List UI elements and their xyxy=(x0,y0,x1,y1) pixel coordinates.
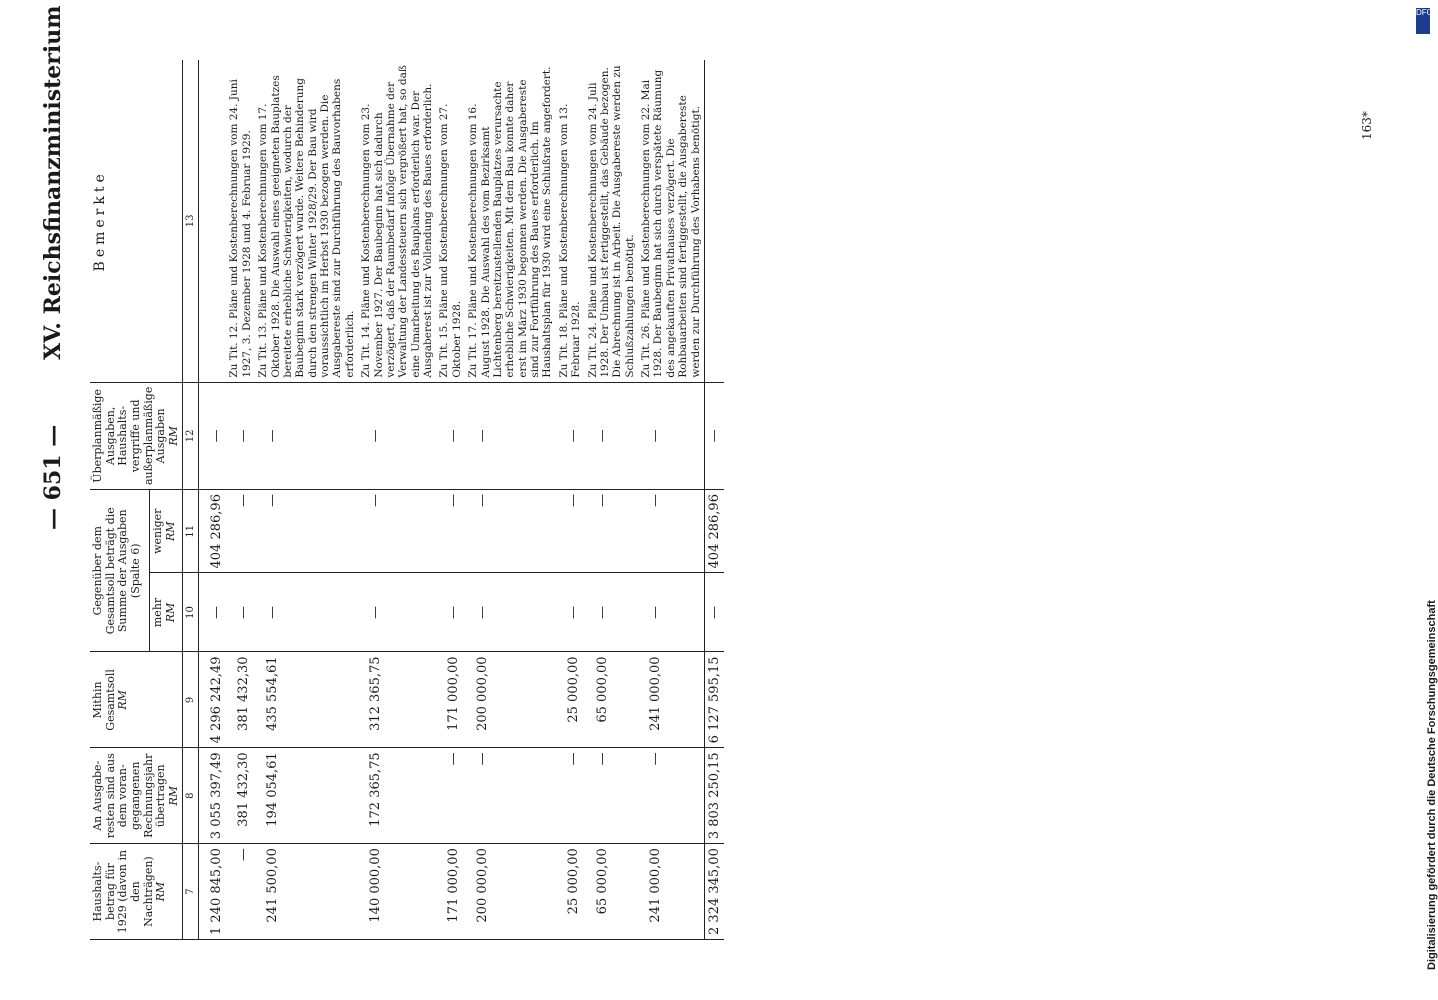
cell-c11: — xyxy=(465,490,556,573)
cell-c9: 171 000,00 xyxy=(436,652,465,748)
cell-c12: — xyxy=(199,382,227,489)
table-row xyxy=(585,60,639,940)
cell-c10: — xyxy=(255,573,358,652)
col-header-13: Bemerkte xyxy=(90,60,183,382)
cell-c13 xyxy=(199,60,227,382)
col-header-7: Haushaltsbetrag für 1929 (davon in den Nachträgen) RM xyxy=(90,844,183,940)
total-c7: 2 324 345,00 xyxy=(704,844,724,940)
col-header-10-11: Gegenüber dem Gesamtsoll beträgt die Summe der Ausgaben (Spalte 6) xyxy=(90,490,150,652)
cell-c12: — xyxy=(358,382,436,489)
cell-c13: Zu Tit. 24. Pläne und Kostenberechnungen vom 24. Juli 1928. Der Umbau ist fertiggestellt, das Gebäude bezogen. Die Abrechnung ist in Arbeit. Die Ausgabereste werden zu Schlußzahlungen benötigt. xyxy=(585,60,639,382)
col-header-12: Überplanmäßige Ausgaben, Haushaltsvergriffe und außerplanmäßige Ausgaben RM xyxy=(90,382,183,489)
col-number-8: 8 xyxy=(183,748,199,844)
cell-c10: — xyxy=(465,573,556,652)
page-footer: 163* xyxy=(1360,111,1374,140)
cell-c8: — xyxy=(585,748,639,844)
cell-c7: 25 000,00 xyxy=(556,844,585,940)
cell-c10: — xyxy=(358,573,436,652)
page-header xyxy=(40,0,80,1000)
cell-c11: — xyxy=(638,490,704,573)
cell-c11: — xyxy=(226,490,255,573)
table-row xyxy=(556,60,585,940)
col-number-12: 12 xyxy=(183,382,199,489)
cell-c10: — xyxy=(199,573,227,652)
total-c8: 3 803 250,15 xyxy=(704,748,724,844)
cell-c10: — xyxy=(585,573,639,652)
digitization-note: Digitalisierung gefördert durch die Deutsche Forschungsgemeinschaft xyxy=(1426,600,1438,970)
cell-c11: — xyxy=(556,490,585,573)
cell-c13: Zu Tit. 12. Pläne und Kostenberechnungen vom 24. Juni 1927, 3. Dezember 1928 und 4. Februar 1929. xyxy=(226,60,255,382)
cell-c11: 404 286,96 xyxy=(199,490,227,573)
col-number-13: 13 xyxy=(183,60,199,382)
col-header-11: weniger RM xyxy=(150,490,183,573)
col-number-7: 7 xyxy=(183,844,199,940)
col-header-10: mehr RM xyxy=(150,573,183,652)
cell-c7: 1 240 845,00 xyxy=(199,844,227,940)
cell-c7: 65 000,00 xyxy=(585,844,639,940)
cell-c13: Zu Tit. 17. Pläne und Kostenberechnungen vom 16. August 1928. Die Auswahl des vom Bezirksamt Lichtenberg bereitzustellenden Bauplatzes verursachte erhebliche Schwierigkeiten. Mit dem Bau konnte daher erst im März 1930 begonnen werden. Die Ausgabereste sind zur Fortführung des Baues erforderlich. Im Haushaltsplan für 1930 wird eine Schlußrate angefordert. xyxy=(465,60,556,382)
cell-c8: — xyxy=(638,748,704,844)
cell-c8: — xyxy=(436,748,465,844)
cell-c8: 194 054,61 xyxy=(255,748,358,844)
cell-c12: — xyxy=(255,382,358,489)
cell-c13: Zu Tit. 18. Pläne und Kostenberechnungen vom 13. Februar 1928. xyxy=(556,60,585,382)
total-c13 xyxy=(704,60,724,382)
col-number-11: 11 xyxy=(183,490,199,573)
cell-c9: 312 365,75 xyxy=(358,652,436,748)
col-number-10: 10 xyxy=(183,573,199,652)
cell-c7: 241 500,00 xyxy=(255,844,358,940)
cell-c12: — xyxy=(556,382,585,489)
cell-c10: — xyxy=(226,573,255,652)
cell-c11: — xyxy=(358,490,436,573)
cell-c8: 381 432,30 xyxy=(226,748,255,844)
cell-c8: 3 055 397,49 xyxy=(199,748,227,844)
cell-c9: 435 554,61 xyxy=(255,652,358,748)
cell-c12: — xyxy=(585,382,639,489)
cell-c10: — xyxy=(436,573,465,652)
section-title: XV. Reichsfinanzministerium xyxy=(40,5,66,360)
cell-c12: — xyxy=(465,382,556,489)
cell-c13: Zu Tit. 14. Pläne und Kostenberechnungen vom 23. November 1927. Der Baubeginn hat sich dadurch verzögert, daß der Raumbedarf infolge Übernahme der Verwaltung der Landessteuern sich vergrößert hat, so daß eine Umarbeitung des Bauplans erforderlich war. Der Ausgaberest ist zur Vollendung des Baues erforderlich. xyxy=(358,60,436,382)
budget-table xyxy=(90,60,724,940)
total-c12: — xyxy=(704,382,724,489)
table-row xyxy=(638,60,704,940)
cell-c9: 200 000,00 xyxy=(465,652,556,748)
cell-c9: 4 296 242,49 xyxy=(199,652,227,748)
table-row xyxy=(255,60,358,940)
cell-c11: — xyxy=(255,490,358,573)
table-row xyxy=(199,60,227,940)
table-row xyxy=(226,60,255,940)
cell-c11: — xyxy=(436,490,465,573)
total-c9: 6 127 595,15 xyxy=(704,652,724,748)
cell-c12: — xyxy=(638,382,704,489)
cell-c9: 65 000,00 xyxy=(585,652,639,748)
totals-row xyxy=(704,60,724,940)
cell-c7: — xyxy=(226,844,255,940)
total-c10: — xyxy=(704,573,724,652)
cell-c8: — xyxy=(465,748,556,844)
cell-c13: Zu Tit. 15. Pläne und Kostenberechnungen vom 27. Oktober 1928. xyxy=(436,60,465,382)
cell-c13: Zu Tit. 13. Pläne und Kostenberechnungen vom 17. Oktober 1928. Die Auswahl eines geeigneten Bauplatzes bereitete erhebliche Schwierigkeiten, wodurch der Baubeginn stark verzögert wurde. Weitere Behinderung durch den strengen Winter 1928/29. Der Bau wird voraussichtlich im Herbst 1930 bezogen werden. Die Ausgabereste sind zur Durchführung des Bauvorhabens erforderlich. xyxy=(255,60,358,382)
cell-c10: — xyxy=(638,573,704,652)
cell-c7: 140 000,00 xyxy=(358,844,436,940)
cell-c7: 200 000,00 xyxy=(465,844,556,940)
table-row xyxy=(465,60,556,940)
cell-c10: — xyxy=(556,573,585,652)
cell-c12: — xyxy=(226,382,255,489)
cell-c13: Zu Tit. 26. Pläne und Kostenberechnungen vom 22. Mai 1928. Der Baubeginn hat sich durch verspätete Räumung des angekauften Privathauses verzögert. Die Rohbauarbeiten sind fertiggestellt, die Ausgabereste werden zur Durchführung des Vorhabens benötigt. xyxy=(638,60,704,382)
dfg-logo: DFG xyxy=(1416,8,1430,34)
cell-c12: — xyxy=(436,382,465,489)
col-header-8: An Ausgaberesten sind aus dem vorangegangenen Rechnungsjahr übertragen RM xyxy=(90,748,183,844)
cell-c9: 241 000,00 xyxy=(638,652,704,748)
cell-c7: 241 000,00 xyxy=(638,844,704,940)
cell-c8: 172 365,75 xyxy=(358,748,436,844)
table-row xyxy=(358,60,436,940)
col-number-9: 9 xyxy=(183,652,199,748)
cell-c7: 171 000,00 xyxy=(436,844,465,940)
table-row xyxy=(436,60,465,940)
total-c11: 404 286,96 xyxy=(704,490,724,573)
cell-c9: 381 432,30 xyxy=(226,652,255,748)
cell-c11: — xyxy=(585,490,639,573)
cell-c9: 25 000,00 xyxy=(556,652,585,748)
col-header-9: Mithin Gesamtsoll RM xyxy=(90,652,183,748)
page-number: — 651 — xyxy=(40,424,66,530)
cell-c8: — xyxy=(556,748,585,844)
